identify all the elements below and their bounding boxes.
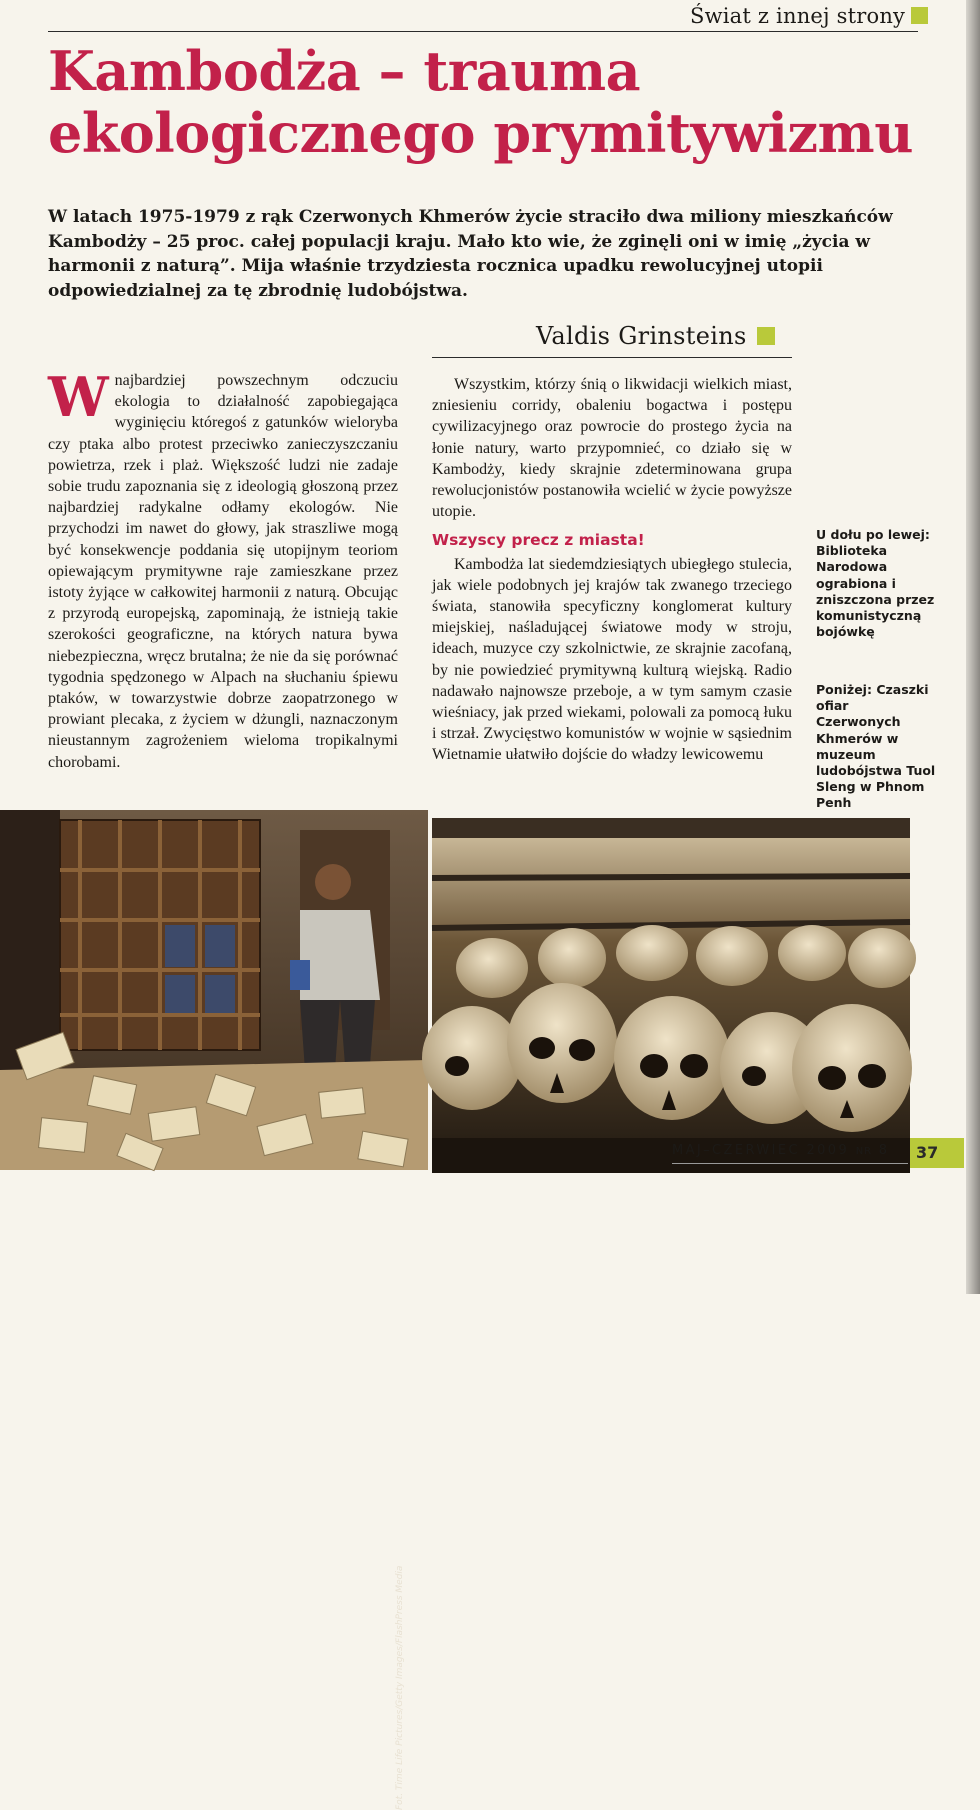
section-tag [690,4,928,28]
drop-cap: W [48,365,109,429]
photo-credit: Fot. Time Life Pictures/Getty Images/FlashPress Media [395,1565,405,1810]
column2-paragraph-2: Kambodża lat siedemdziesiątych ubiegłego stulecia, jak wiele podobnych jej krajów tak zwanego trzeciego świata, stanowiła specyficzny konglomerat kultury miejskiej, naśladującej światowe mody w stroju, ideach, muzyce czy szkolnictwie, ze skrajnie zacofaną, by nie powiedzieć prymitywną kulturą wiejską. Radio nadawało najnowsze przeboje, a w tym samym czasie wieśniacy, jak przed wiekami, polowali za pomocą łuku i strzał. Zwycięstwo komunistów w wojnie w sąsiednim Wietnamie ułatwiło dojście do władzy lewicowemu [432,555,792,764]
byline-rule [432,357,792,358]
title-line-1: Kambodża – trauma [48,39,641,103]
footer-issue [672,1143,889,1158]
article-column-2 [432,374,792,766]
article-title [48,40,948,164]
author-name: Valdis Grinsteins [536,322,747,350]
article-column-1 [48,365,398,773]
lead-paragraph: W latach 1975-1979 z rąk Czerwonych Khmerów życie straciło dwa miliony mieszkańców Kambodży – 25 proc. całej populacji kraju. Mało kto wie, że zginęli oni w imię „życia w harmonii z naturą”. Mija właśnie trzydziesta rocznica upadku rewolucyjnej utopii odpowiedzialnej za tę zbrodnię ludobójstwa. [48,207,893,301]
section-tag-label: Świat z innej strony [690,4,906,28]
footer-issue-date: MAJ–CZERWIEC 2009 [672,1143,850,1158]
green-square-icon [911,7,928,24]
header-rule [48,31,918,32]
column1-text: najbardziej powszechnym odczuciu ekologia to działalność zapobiegająca wyginięciu któregoś z gatunków wieloryba czy ptaka albo protest przeciwko zanieczyszczaniu powietrza, rzek i plaż. Większość ludzi nie zadaje sobie trudu zapoznania się z ideologią głoszoną przez najbardziej radykalne odłamy ekologów. Nie przychodzi im nawet do głowy, jak straszliwe mogą być konsekwencje poddania się utopijnym teoriom opiewającym prymitywne raje zamieszkane przez istoty żyjące w całkowitej harmonii z naturą. Obcując z przyrodą europejską, zapominają, że istnieją takie szerokości geograficzne, na których natura bywa niebezpieczna, wręcz brutalna; że nie da się porównać tygodnia spędzonego w Alpach na słuchaniu śpiewu ptaków, w towarzystwie dobrze zaopatrzonego w prowiant plecaka, z życiem w dżungli, naznaczonym nieustannym zagrożeniem wieloma tropikalnymi chorobami. [48,372,398,771]
caption-library: U dołu po lewej: Biblioteka Narodowa ograbiona i zniszczona przez komunistyczną bojówkę [816,527,935,640]
library-photo [0,810,428,1810]
footer-nr-number: 8 [878,1143,890,1158]
page-number-box [910,1138,964,1168]
footer-nr-label: NR [855,1146,873,1157]
title-line-2: ekologicznego prymitywizmu [48,101,913,165]
subheading: Wszyscy precz z miasta! [432,531,645,550]
byline [536,322,775,350]
skulls-photo-illustration [432,818,910,1173]
caption-skulls: Poniżej: Czaszki ofiar Czerwonych Khmerów w muzeum ludobójstwa Tuol Sleng w Phnom Penh [816,682,936,811]
footer-rule [672,1163,908,1164]
page-number: 37 [916,1143,939,1162]
page-edge-shadow [966,0,980,1294]
skulls-photo [432,818,910,1173]
green-square-icon [757,327,775,345]
column2-paragraph-1: Wszystkim, którzy śnią o likwidacji wielkich miast, zniesieniu corridy, obaleniu bogactwa i postępu cywilizacyjnego oraz powrocie do prostego życia na łonie natury, warto przypomnieć, co działo się w Kambodży, kiedy skrajnie zdeterminowana grupa rewolucjonistów postanowiła wcielić w życie powyższe utopie. [432,376,792,521]
library-photo-illustration [0,810,428,1170]
